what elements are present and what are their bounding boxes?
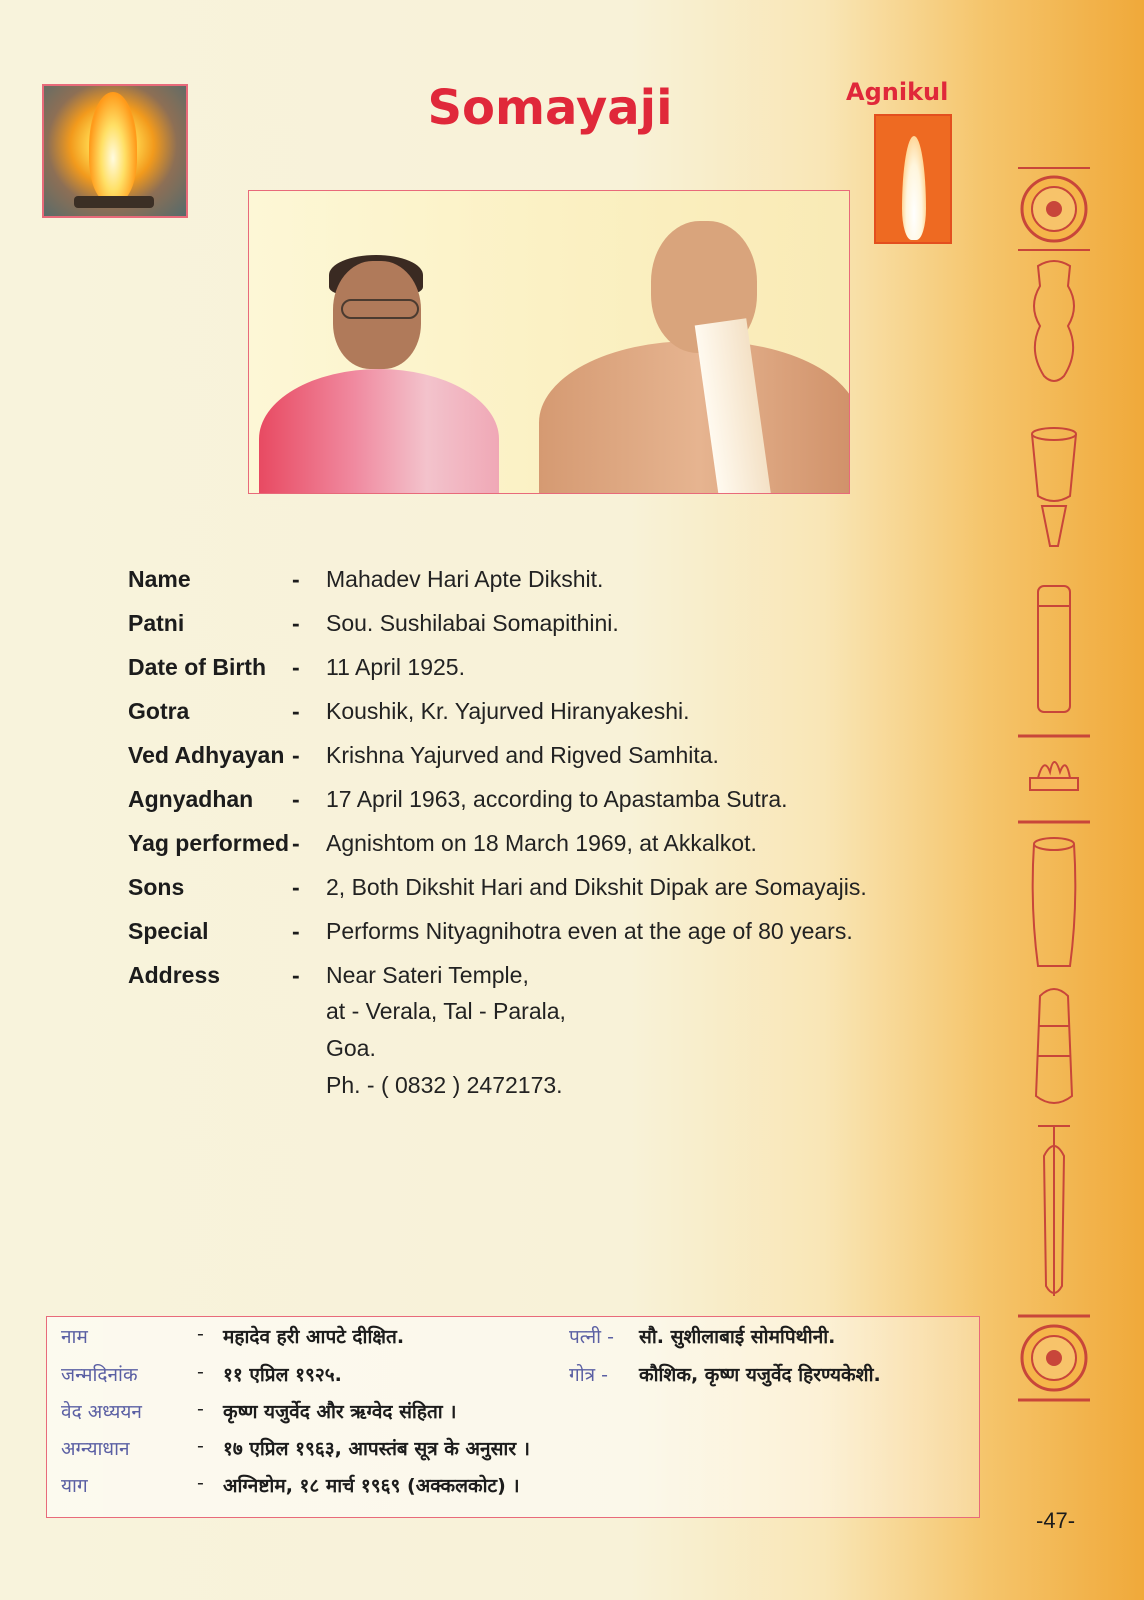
detail-label: Address xyxy=(128,962,221,988)
jar-vessel-icon xyxy=(1036,989,1072,1103)
pot-vessel-icon xyxy=(1034,261,1074,381)
detail-label: Name xyxy=(128,566,191,592)
hindi-value: अग्निष्टोम, १८ मार्च १९६९ (अक्कलकोट) । xyxy=(223,1475,520,1497)
detail-value: Performs Nityagnihotra even at the age of 80 years. xyxy=(326,918,853,944)
hindi-value: सौ. सुशीलाबाई सोमपिथीनी. xyxy=(639,1326,836,1348)
woman-glasses xyxy=(341,299,419,319)
cylinder-vessel-icon xyxy=(1033,838,1076,966)
detail-separator: - xyxy=(292,918,300,944)
detail-separator: - xyxy=(292,830,300,856)
detail-value: Krishna Yajurved and Rigved Samhita. xyxy=(326,742,719,768)
page-number: -47- xyxy=(1036,1508,1076,1533)
hindi-row-agnyadhan xyxy=(47,1435,977,1471)
detail-separator: - xyxy=(292,742,300,768)
detail-separator: - xyxy=(292,654,300,680)
detail-label: Yag performed xyxy=(128,830,290,856)
detail-value: Agnishtom on 18 March 1969, at Akkalkot. xyxy=(326,830,757,856)
detail-value: Mahadev Hari Apte Dikshit. xyxy=(326,566,604,592)
address-line: Near Sateri Temple, xyxy=(326,962,529,988)
detail-separator: - xyxy=(292,786,300,812)
hindi-label: गोत्र - xyxy=(569,1364,609,1386)
chakra-wheel-icon xyxy=(1022,1326,1086,1390)
hindi-value: कृष्ण यजुर्वेद और ऋग्वेद संहिता । xyxy=(223,1401,457,1423)
page-title: Somayaji xyxy=(427,80,673,136)
hindi-separator: - xyxy=(197,1435,204,1457)
detail-separator: - xyxy=(292,962,300,988)
address-line: Ph. - ( 0832 ) 2472173. xyxy=(326,1072,563,1098)
detail-label: Ved Adhyayan xyxy=(128,742,285,768)
chakra-wheel-icon xyxy=(1022,177,1086,241)
hindi-row-dob xyxy=(47,1361,977,1397)
cup-vessel-icon xyxy=(1032,428,1076,546)
detail-label: Gotra xyxy=(128,698,190,724)
hindi-separator: - xyxy=(197,1398,204,1420)
hindi-value: ११ एप्रिल १९२५. xyxy=(223,1364,342,1386)
detail-label: Special xyxy=(128,918,209,944)
detail-value: Sou. Sushilabai Somapithini. xyxy=(326,610,619,636)
hindi-label: पत्नी - xyxy=(569,1326,614,1348)
pillar-vessel-icon xyxy=(1038,586,1070,712)
woman-figure xyxy=(259,369,499,494)
hindi-label: नाम xyxy=(61,1326,88,1348)
hindi-row-name xyxy=(47,1323,977,1359)
hindi-separator: - xyxy=(197,1361,204,1383)
candle-flame xyxy=(902,136,926,240)
man-figure xyxy=(539,341,850,494)
ladle-icon xyxy=(1038,1126,1070,1296)
hindi-value: १७ एप्रिल १९६३, आपस्तंब सूत्र के अनुसार । xyxy=(223,1438,530,1460)
hindi-label: वेद अध्ययन xyxy=(61,1401,142,1423)
detail-separator: - xyxy=(292,566,300,592)
detail-value: 2, Both Dikshit Hari and Dikshit Dipak are Somayajis. xyxy=(326,874,867,900)
hindi-label: जन्मदिनांक xyxy=(61,1364,138,1386)
detail-value: 11 April 1925. xyxy=(326,654,465,680)
detail-separator: - xyxy=(292,610,300,636)
fire-altar xyxy=(74,196,154,208)
address-line: at - Verala, Tal - Parala, xyxy=(326,998,566,1024)
agnikul-label: Agnikul xyxy=(846,78,949,106)
agnikul-flame-icon xyxy=(874,114,952,244)
hindi-row-ved xyxy=(47,1398,977,1434)
hindi-summary-box xyxy=(46,1316,980,1518)
detail-separator: - xyxy=(292,698,300,724)
detail-label: Agnyadhan xyxy=(128,786,254,812)
address-line: Goa. xyxy=(326,1035,376,1061)
hindi-value: महादेव हरी आपटे दीक्षित. xyxy=(223,1326,405,1348)
detail-label: Patni xyxy=(128,610,185,636)
detail-value: 17 April 1963, according to Apastamba Sutra. xyxy=(326,786,788,812)
detail-label: Sons xyxy=(128,874,185,900)
hindi-value: कौशिक, कृष्ण यजुर्वेद हिरण्यकेशी. xyxy=(639,1364,881,1386)
hindi-label: याग xyxy=(61,1475,88,1497)
detail-value: Koushik, Kr. Yajurved Hiranyakeshi. xyxy=(326,698,690,724)
fire-altar-icon xyxy=(1030,762,1078,790)
hindi-separator: - xyxy=(197,1472,204,1494)
ritual-vessels-border xyxy=(1018,166,1090,1420)
hindi-separator: - xyxy=(197,1323,204,1345)
hindi-row-yag xyxy=(47,1472,977,1508)
detail-separator: - xyxy=(292,874,300,900)
couple-portrait-photo xyxy=(248,190,850,494)
detail-label: Date of Birth xyxy=(128,654,266,680)
hindi-label: अग्न्याधान xyxy=(61,1438,130,1460)
